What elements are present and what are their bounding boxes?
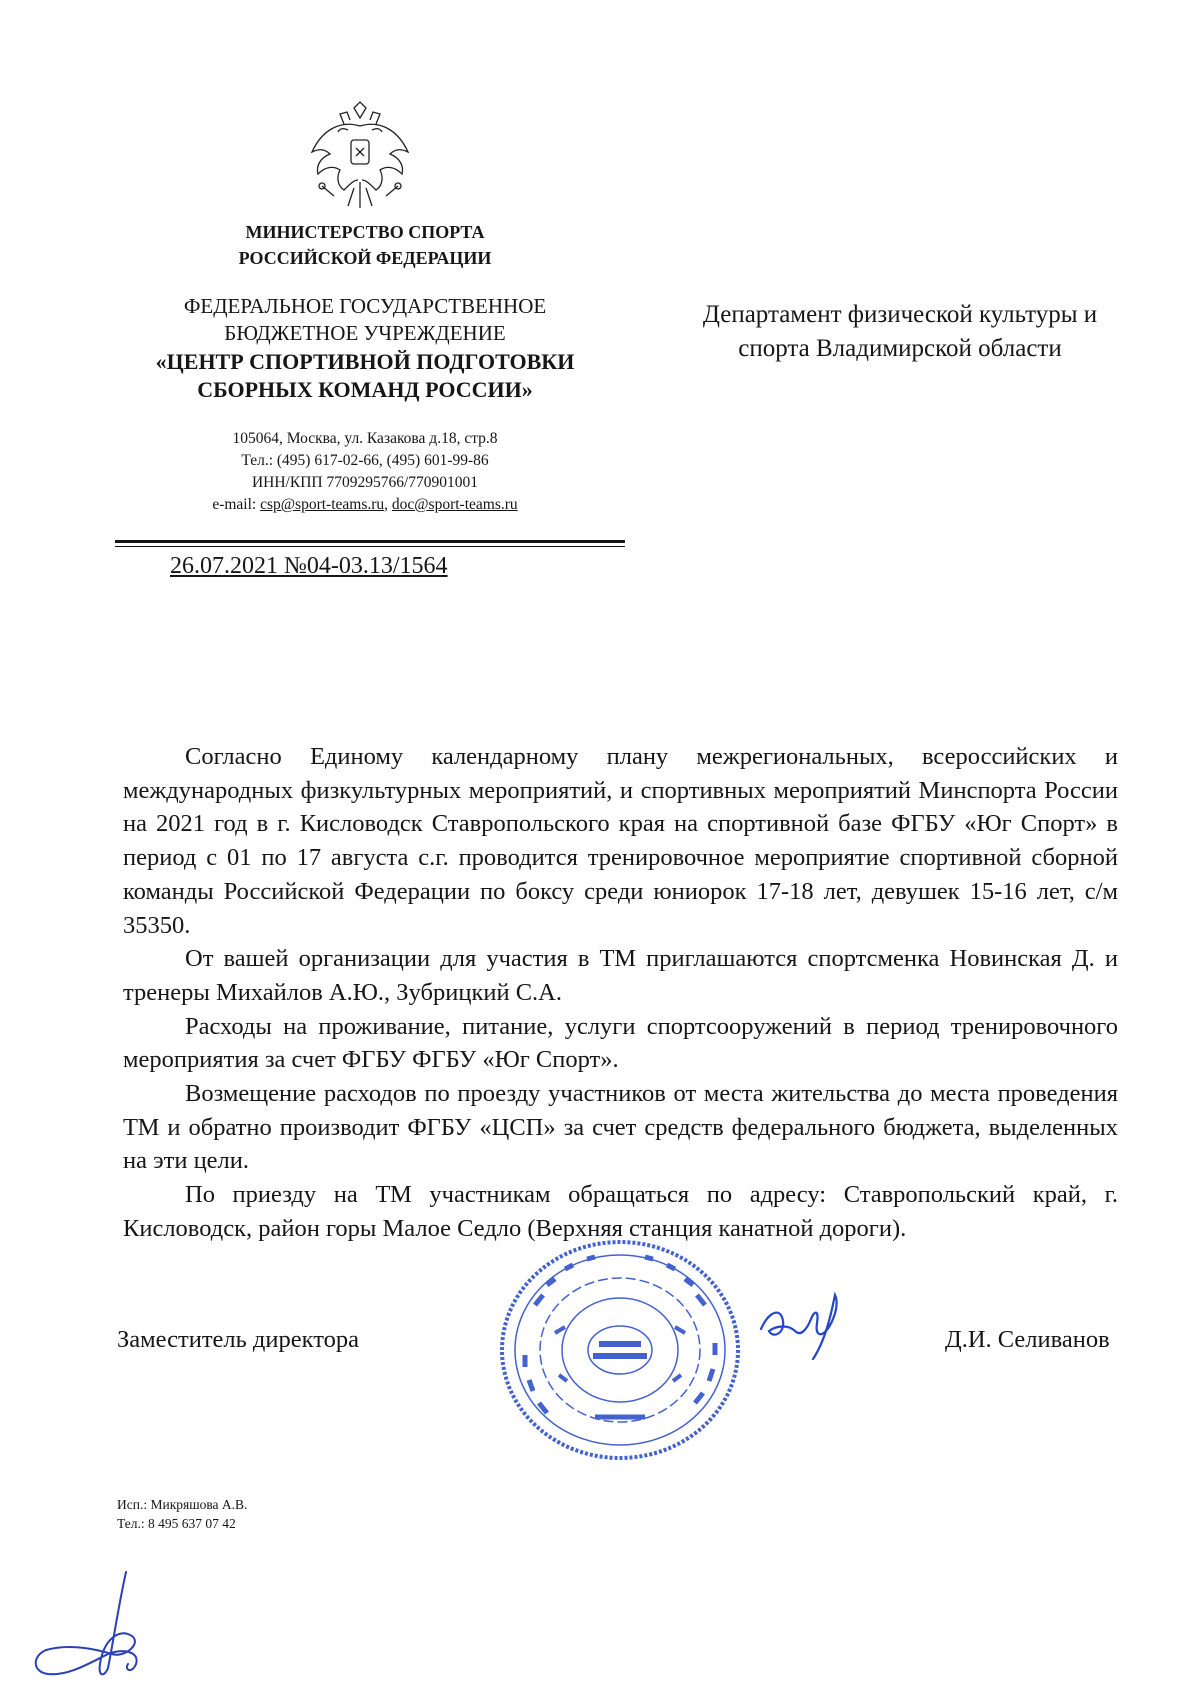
org-phones: Тел.: (495) 617-02-66, (495) 601-99-86	[241, 452, 489, 469]
org-name-line-1: «ЦЕНТР СПОРТИВНОЙ ПОДГОТОВКИ	[155, 349, 575, 374]
org-name-line-2: СБОРНЫХ КОМАНД РОССИИ»	[197, 377, 533, 402]
official-stamp	[495, 1235, 745, 1465]
email-link-doc[interactable]: doc@sport-teams.ru	[391, 496, 518, 513]
email-link-csp[interactable]: csp@sport-teams.ru	[260, 496, 385, 513]
org-address: 105064, Москва, ул. Казакова д.18, стр.8	[232, 430, 498, 447]
email-separator: ,	[384, 496, 392, 513]
handwritten-mark	[28, 1568, 178, 1683]
ministry-line-1: МИНИСТЕРСТВО СПОРТА	[245, 222, 485, 242]
addressee-line-2: спорта Владимирской области	[738, 335, 1062, 362]
letter-body	[123, 740, 1118, 1246]
coat-of-arms-emblem	[300, 100, 420, 215]
document-date-number: 26.07.2021 №04-03.13/1564	[170, 553, 448, 579]
org-type-line-1: ФЕДЕРАЛЬНОЕ ГОСУДАРСТВЕННОЕ	[183, 294, 547, 318]
signatory-name: Д.И. Селиванов	[945, 1326, 1110, 1353]
body-paragraph: По приезду на ТМ участникам обращаться по адресу: Ставропольский край, г. Кисловодск, район горы Малое Седло (Верхняя станция канатной дороги).	[123, 1181, 1118, 1242]
org-inn-kpp: ИНН/КПП 7709295766/770901001	[251, 474, 479, 491]
body-paragraph: Расходы на проживание, питание, услуги спортсооружений в период тренировочного мероприятия за счет ФГБУ ФГБУ «Юг Спорт».	[123, 1012, 1118, 1074]
ministry-line-2: РОССИЙСКОЙ ФЕДЕРАЦИИ	[238, 248, 492, 268]
letterhead-rule-thick	[115, 540, 625, 543]
email-prefix: e-mail:	[212, 496, 261, 513]
signatory-role: Заместитель директора	[117, 1326, 359, 1353]
body-paragraph: Согласно Единому календарному плану межрегиональных, всероссийских и международных физкультурных мероприятий, и спортивных мероприятий Минспорта России на 2021 год в г. Кисловодск Ставропольского края на спортивной базе ФГБУ «Юг Спорт» в период с 01 по 17 августа с.г. проводится тренировочное мероприятие спортивной сборной команды Российской Федерации по боксу среди юниорок 17-18 лет, девушек 15-16 лет, с/м 35350.	[123, 743, 1118, 939]
body-paragraph: Возмещение расходов по проезду участников от места жительства до места проведения ТМ и обратно производит ФГБУ «ЦСП» за счет средств федерального бюджета, выделенных на эти цели.	[123, 1080, 1118, 1175]
executor-name: Исп.: Микряшова А.В.	[117, 1497, 248, 1512]
executor-phone: Тел.: 8 495 637 07 42	[117, 1516, 236, 1531]
addressee-line-1: Департамент физической культуры и	[702, 301, 1098, 328]
letterhead-rule-thin	[115, 546, 625, 547]
handwritten-signature	[755, 1285, 845, 1365]
org-email-line	[115, 496, 615, 514]
org-type-line-2: БЮДЖЕТНОЕ УЧРЕЖДЕНИЕ	[224, 321, 506, 345]
body-paragraph: От вашей организации для участия в ТМ приглашаются спортсменка Новинская Д. и тренеры Михайлов А.Ю., Зубрицкий С.А.	[123, 945, 1118, 1006]
